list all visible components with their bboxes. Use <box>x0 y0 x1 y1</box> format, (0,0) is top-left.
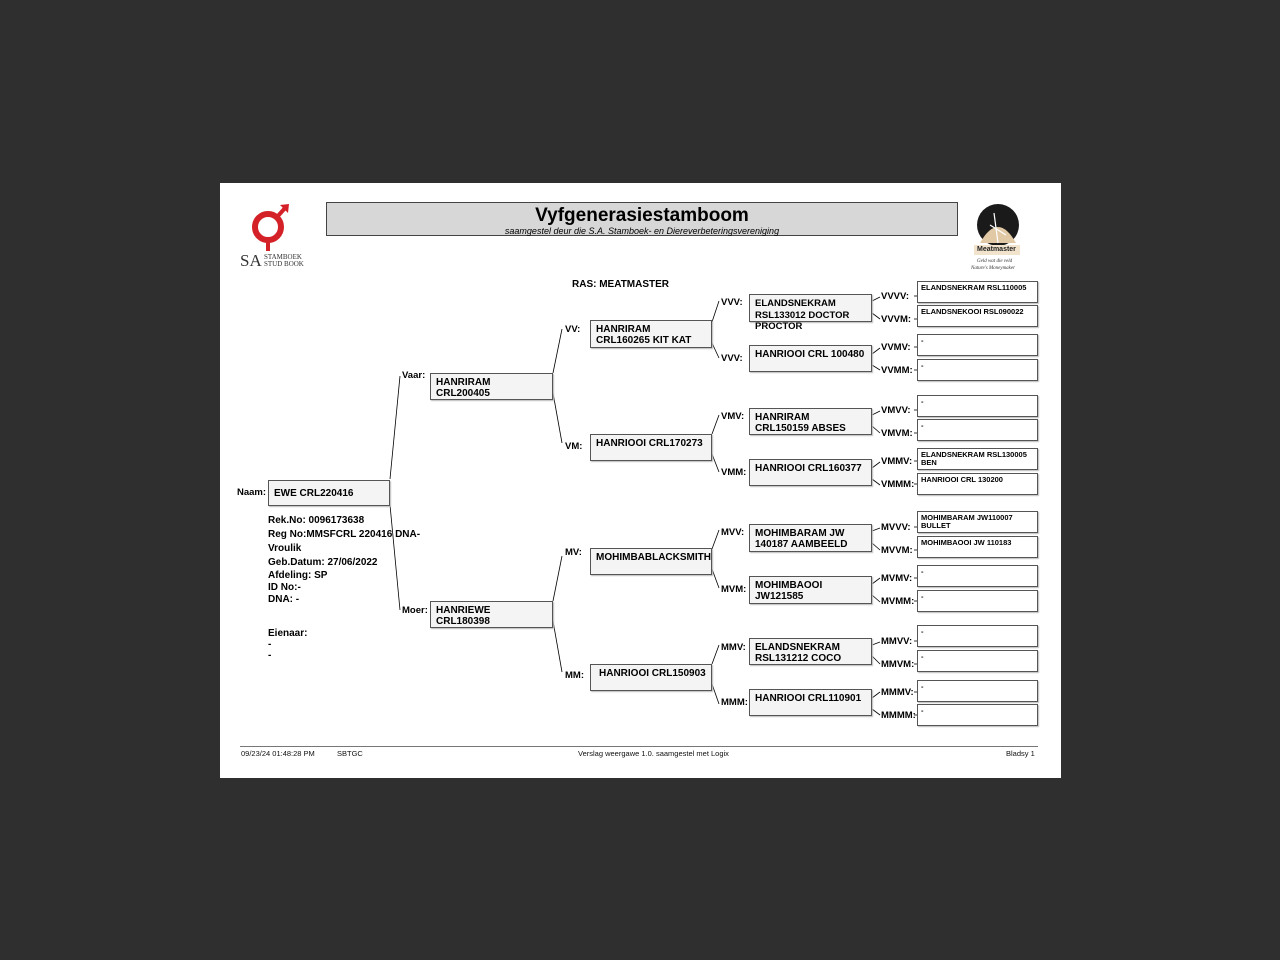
label-mmmv: MMMV: <box>881 687 914 698</box>
ancestor-box-mmmv: - <box>917 680 1038 702</box>
animal-birth-date: Geb.Datum: 27/06/2022 <box>268 557 378 568</box>
label-mvvv: MVVV: <box>881 522 911 533</box>
footer-datetime: 09/23/24 01:48:28 PM <box>241 749 315 758</box>
sire-label: Vaar: <box>402 370 426 381</box>
sa-studbook-logo <box>238 203 308 269</box>
ancestor-box-vmmm: HANRIOOI CRL 130200 <box>917 473 1038 495</box>
label-vvvm: VVVM: <box>881 314 912 325</box>
label-vvvv: VVVV: <box>881 291 909 302</box>
label-vmvv: VMVV: <box>881 405 911 416</box>
page-title: Vyfgenerasiestamboom <box>535 205 749 226</box>
animal-reg-no: Reg No:MMSFCRL 220416 DNA- <box>268 529 421 540</box>
ancestor-box-mmmm: - <box>917 704 1038 726</box>
logo-line2: STUD BOOK <box>264 260 304 268</box>
ancestor-box-mvv: MOHIMBARAM JW 140187 AAMBEELD <box>749 524 872 552</box>
meatmaster-logo <box>968 203 1024 275</box>
ancestor-box-mvmm: - <box>917 590 1038 612</box>
ancestor-box-vmm: HANRIOOI CRL160377 <box>749 459 872 486</box>
animal-section: Afdeling: SP <box>268 570 328 581</box>
owner-line-2: - <box>268 650 272 661</box>
ancestor-box-vvmm: - <box>917 359 1038 381</box>
label-vmv: VMV: <box>721 411 745 422</box>
label-vm: VM: <box>565 441 583 452</box>
owner-line-1: - <box>268 639 272 650</box>
label-mv: MV: <box>565 547 582 558</box>
logo-sa-text: SA <box>240 251 262 270</box>
owner-section <box>268 628 307 661</box>
owner-label: Eienaar: <box>268 628 308 639</box>
ancestor-box-mmv: ELANDSNEKRAM RSL131212 COCO <box>749 638 872 665</box>
ancestor-box-mmvm: - <box>917 650 1038 672</box>
title-banner <box>326 202 958 236</box>
ancestor-box-vvvm: ELANDSNEKOOI RSL090022 <box>917 305 1038 327</box>
ancestor-box-vmvm: - <box>917 419 1038 441</box>
ancestor-box-vvv: ELANDSNEKRAM RSL133012 DOCTOR PROCTOR <box>749 294 872 322</box>
animal-name-box: EWE CRL220416 <box>268 480 390 506</box>
studbook-symbol-icon <box>238 203 308 253</box>
dam-label: Moer: <box>402 605 428 616</box>
footer-divider <box>240 746 1038 747</box>
label-vvmv: VVMV: <box>881 342 911 353</box>
animal-details <box>268 514 420 606</box>
ancestor-box-mmvv: - <box>917 625 1038 647</box>
label-vmm: VMM: <box>721 467 747 478</box>
label-vmvm: VMVM: <box>881 428 913 439</box>
ancestor-box-mvvv: MOHIMBARAM JW110007 BULLET <box>917 511 1038 533</box>
ancestor-box-vv: HANRIRAM CRL160265 KIT KAT <box>590 320 712 348</box>
ancestor-box-mvm: MOHIMBAOOI JW121585 <box>749 576 872 604</box>
label-vmmm: VMMM: <box>881 479 915 490</box>
animal-dna: DNA: - <box>268 594 300 605</box>
label-vvmm: VVMM: <box>881 365 913 376</box>
ancestor-box-mvvm: MOHIMBAOOI JW 110183 <box>917 536 1038 558</box>
label-mmmm: MMMM: <box>881 710 916 721</box>
ancestor-box-vmvv: - <box>917 395 1038 417</box>
ancestor-box-vm: HANRIOOI CRL170273 <box>590 434 712 461</box>
label-mvv: MVV: <box>721 527 745 538</box>
animal-name-label: Naam: <box>237 487 267 498</box>
label-mm: MM: <box>565 670 584 681</box>
animal-sex: Vroulik <box>268 543 302 554</box>
ancestor-box-mmm: HANRIOOI CRL110901 <box>749 689 872 716</box>
label-vvv: VVV: <box>721 297 743 308</box>
ancestor-box-vvmv: - <box>917 334 1038 356</box>
label-vvm: VVV: <box>721 353 743 364</box>
breed-label: RAS: MEATMASTER <box>572 279 670 290</box>
ancestor-box-vmmv: ELANDSNEKRAM RSL130005 BEN <box>917 448 1038 470</box>
ancestor-box-vmv: HANRIRAM CRL150159 ABSES <box>749 408 872 435</box>
ancestor-box-mvmv: - <box>917 565 1038 587</box>
animal-id-no: ID No:- <box>268 582 301 593</box>
animal-rek-no: Rek.No: 0096173638 <box>268 515 365 526</box>
footer-page-number: Bladsy 1 <box>1006 749 1035 758</box>
footer-code: SBTGC <box>337 749 363 758</box>
ancestor-box-vvm: HANRIOOI CRL 100480 <box>749 345 872 372</box>
dam-box: HANRIEWE CRL180398 <box>430 601 553 628</box>
ancestor-box-vvvv: ELANDSNEKRAM RSL110005 <box>917 281 1038 303</box>
label-mmvm: MMVM: <box>881 659 915 670</box>
pedigree-page <box>220 183 1061 778</box>
logo-slogan-line1: Geld wat die veld <box>977 259 1013 264</box>
label-mvmm: MVMM: <box>881 596 915 607</box>
logo-slogan-line2: Nature's Moneymaker <box>971 266 1016 271</box>
label-mvvm: MVVM: <box>881 545 913 556</box>
footer-report-version: Verslag weergawe 1.0. saamgestel met Logix <box>578 749 729 758</box>
label-mvm: MVM: <box>721 584 747 595</box>
ancestor-box-mv: MOHIMBABLACKSMITH <box>590 548 712 575</box>
logo-brand-name: Meatmaster <box>977 246 1016 253</box>
ancestor-box-mm: HANRIOOI CRL150903 <box>590 664 712 691</box>
label-vv: VV: <box>565 324 581 335</box>
label-mmm: MMM: <box>721 697 748 708</box>
label-mvmv: MVMV: <box>881 573 913 584</box>
logo-line1: STAMBOEK <box>264 253 302 261</box>
label-vmmv: VMMV: <box>881 456 913 467</box>
page-subtitle: saamgestel deur die S.A. Stamboek- en Diereverbeteringsvereniging <box>504 226 780 236</box>
sire-box: HANRIRAM CRL200405 <box>430 373 553 400</box>
label-mmvv: MMVV: <box>881 636 913 647</box>
label-mmv: MMV: <box>721 642 746 653</box>
